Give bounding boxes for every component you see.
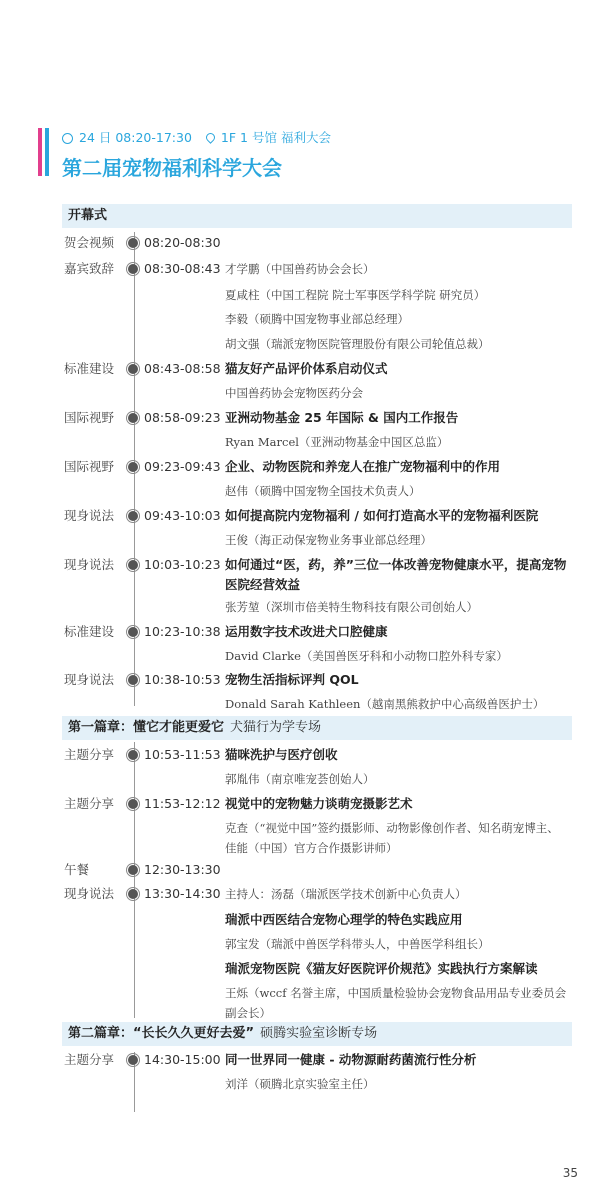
timeline-dot-icon [128,364,138,374]
section-subtitle: 犬猫行为学专场 [230,720,322,735]
speaker: 刘洋（硕腾北京实验室主任） [225,1077,375,1091]
row-time: 09:43-10:03 [144,508,221,523]
speaker: Donald Sarah Kathleen（越南黑熊救护中心高级兽医护士） [225,697,545,711]
talk-title: 宠物生活指标评判 QOL [225,672,359,687]
section-subtitle: 硕腾实验室诊断专场 [260,1026,378,1041]
accent-bar-blue [45,128,49,176]
row-time: 08:43-08:58 [144,361,221,376]
row-category: 标准建设 [64,624,115,639]
row-category: 现身说法 [64,508,115,523]
talk-title: 猫咪洗护与医疗创收 [225,747,338,762]
timeline-dot-icon [128,238,138,248]
row-time: 10:38-10:53 [144,672,221,687]
timeline-dot-icon [128,511,138,521]
speaker: 胡文强（瑞派宠物医院管理股份有限公司轮值总裁） [225,337,490,351]
row-time: 10:23-10:38 [144,624,221,639]
timeline-dot-icon [128,750,138,760]
row-time: 14:30-15:00 [144,1052,221,1067]
timeline-dot-icon [128,462,138,472]
talk-title: 瑞派中西医结合宠物心理学的特色实践应用 [225,912,463,927]
row-time: 13:30-14:30 [144,886,221,901]
talk-title: 猫友好产品评价体系启动仪式 [225,361,388,376]
session-datetime: 24 日 08:20-17:30 [79,130,192,145]
talk-title: 视觉中的宠物魅力谈萌宠摄影艺术 [225,796,413,811]
row-category: 标准建设 [64,361,115,376]
row-category: 贺会视频 [64,235,115,250]
speaker: 克查（“视觉中国”签约摄影师、动物影像创作者、知名萌宠博主、佳能（中国）官方合作摄影讲师） [225,821,559,855]
row-time: 08:20-08:30 [144,235,221,250]
timeline-dot-icon [128,264,138,274]
speaker: 王俊（海正动保宠物业务事业部总经理） [225,533,432,547]
location-pin-icon [204,131,217,144]
speaker: 赵伟（硕腾中国宠物全国技术负责人） [225,484,421,498]
row-time: 12:30-13:30 [144,862,221,877]
row-category: 国际视野 [64,410,115,425]
talk-title: 同一世界同一健康 - 动物源耐药菌流行性分析 [225,1052,477,1067]
speaker: 郭胤伟（南京唯宠荟创始人） [225,772,375,786]
speaker: 张芳堃（深圳市倍美特生物科技有限公司创始人） [225,600,478,614]
section-title: 第一篇章：懂它才能更爱它 [68,720,225,735]
row-time: 10:03-10:23 [144,557,221,572]
timeline-dot-icon [128,627,138,637]
section-header [62,716,572,740]
row-time: 08:30-08:43 [144,261,221,276]
row-category: 主题分享 [64,1052,115,1067]
talk-title: 瑞派宠物医院《猫友好医院评价规范》实践执行方案解读 [225,961,538,976]
session-location: 1F 1 号馆 福利大会 [220,130,331,145]
row-time: 09:23-09:43 [144,459,221,474]
speaker: 李毅（硕腾中国宠物事业部总经理） [225,312,409,326]
timeline-dot-icon [128,865,138,875]
speaker: 王烁（wccf 名誉主席，中国质量检验协会宠物食品用品专业委员会副会长） [225,986,567,1020]
timeline-line [134,742,135,1018]
timeline-dot-icon [128,1055,138,1065]
row-category: 现身说法 [64,557,115,572]
row-category: 国际视野 [64,459,115,474]
page-title: 第二届宠物福利科学大会 [62,156,282,180]
timeline-dot-icon [128,413,138,423]
row-category: 主题分享 [64,796,115,811]
speaker: 中国兽药协会宠物医药分会 [225,386,363,400]
speaker: David Clarke（美国兽医牙科和小动物口腔外科专家） [225,649,508,663]
row-time: 08:58-09:23 [144,410,221,425]
row-category: 现身说法 [64,672,115,687]
timeline-dot-icon [128,675,138,685]
page-number: 35 [562,1166,578,1180]
section-header [62,204,572,228]
timeline-dot-icon [128,889,138,899]
session-meta [62,128,331,146]
talk-title: 如何提高院内宠物福利 / 如何打造高水平的宠物福利医院 [225,508,539,523]
talk-title: 运用数字技术改进犬口腔健康 [225,624,388,639]
row-category: 午餐 [64,862,90,877]
section-header [62,1022,572,1046]
row-category: 主题分享 [64,747,115,762]
talk-title: 企业、动物医院和养宠人在推广宠物福利中的作用 [225,459,501,474]
host-line: 主持人：汤磊（瑞派医学技术创新中心负责人） [225,887,467,901]
section-title: 开幕式 [68,208,108,223]
speaker: 夏咸柱（中国工程院 院士军事医学科学院 研究员） [225,288,486,302]
row-category: 嘉宾致辞 [64,261,115,276]
timeline-dot-icon [128,560,138,570]
row-time: 11:53-12:12 [144,796,221,811]
row-time: 10:53-11:53 [144,747,221,762]
speaker: Ryan Marcel（亚洲动物基金中国区总监） [225,435,449,449]
row-category: 现身说法 [64,886,115,901]
section-title: 第二篇章：“长长久久更好去爱” [68,1026,255,1041]
talk-title: 亚洲动物基金 25 年国际 & 国内工作报告 [225,410,459,425]
accent-bar-pink [38,128,42,176]
talk-title: 如何通过“医，药，养”三位一体改善宠物健康水平，提高宠物医院经营效益 [225,557,567,592]
speaker: 才学鹏（中国兽药协会会长） [225,262,375,276]
clock-icon [62,133,73,144]
timeline-dot-icon [128,799,138,809]
speaker: 郭宝发（瑞派中兽医学科带头人，中兽医学科组长） [225,937,490,951]
